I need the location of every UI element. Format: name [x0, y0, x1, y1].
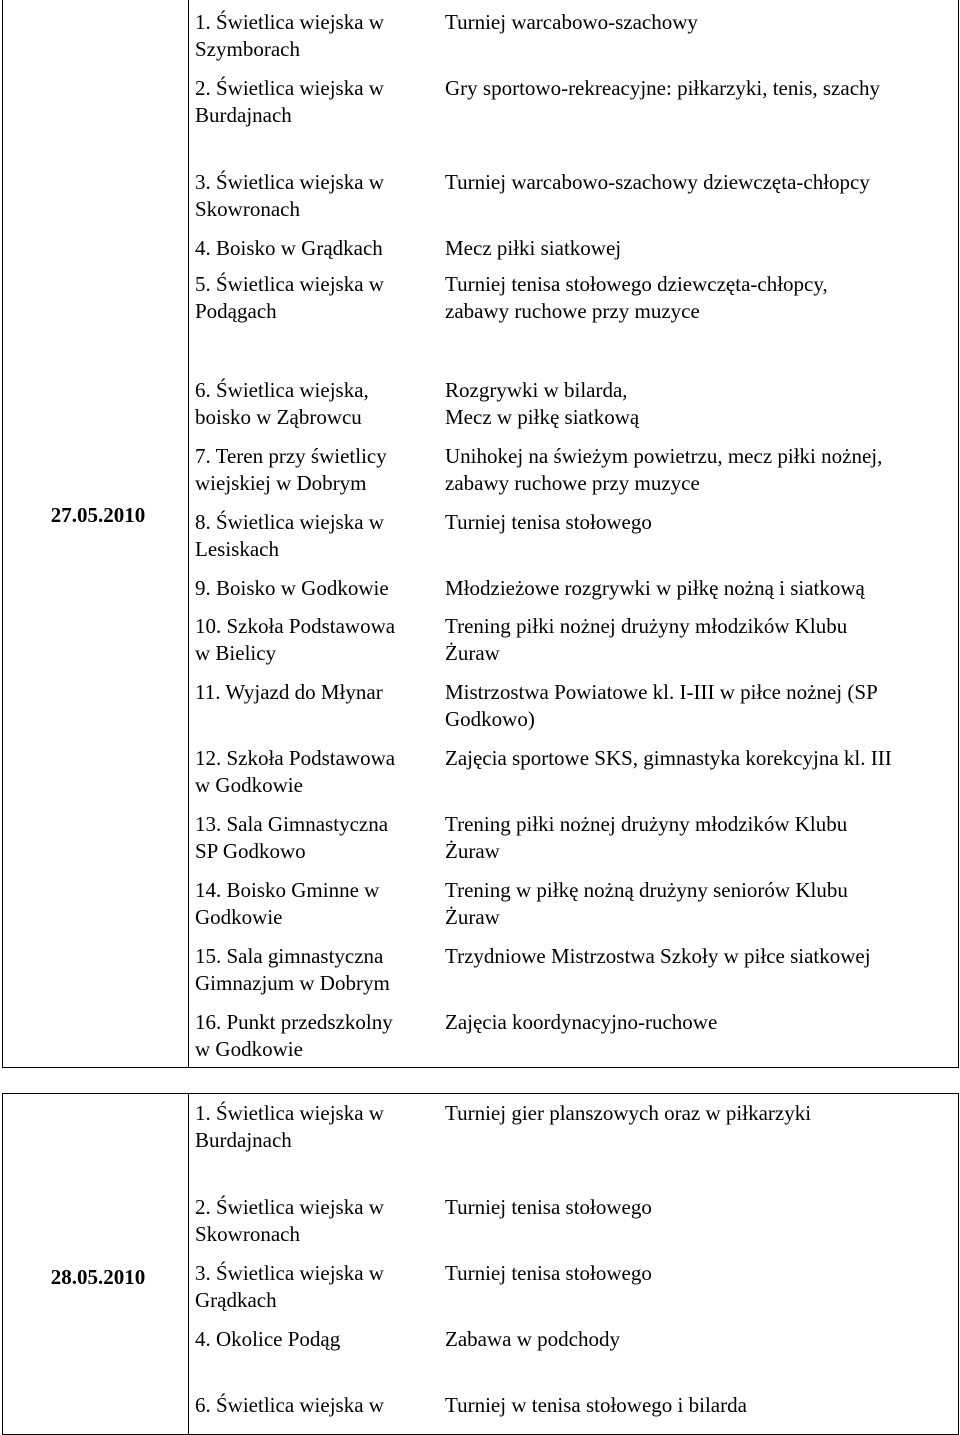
location-line: 9. Boisko w Godkowie	[195, 576, 389, 600]
activity-line: Żuraw	[445, 839, 500, 863]
location-line: 1. Świetlica wiejska w	[195, 1101, 384, 1125]
activity-line: Żuraw	[445, 905, 500, 929]
location-cell	[195, 1260, 384, 1314]
location-cell	[195, 9, 384, 63]
activity-line: Mecz piłki siatkowej	[445, 236, 622, 260]
location-line: Burdajnach	[195, 1128, 292, 1152]
activity-cell	[445, 575, 865, 602]
location-line: Skowronach	[195, 197, 300, 221]
location-line: 8. Świetlica wiejska w	[195, 510, 384, 534]
activity-cell	[445, 235, 621, 262]
activity-cell	[445, 679, 878, 733]
location-line: w Bielicy	[195, 641, 277, 665]
location-line: 1. Świetlica wiejska w	[195, 10, 384, 34]
location-cell	[195, 169, 384, 223]
location-line: 12. Szkoła Podstawowa	[195, 746, 396, 770]
activity-cell	[445, 1260, 652, 1287]
activity-cell	[445, 509, 652, 536]
activity-line: Zajęcia koordynacyjno-ruchowe	[445, 1010, 718, 1034]
location-line: 2. Świetlica wiejska w	[195, 1195, 384, 1219]
activity-cell	[445, 1392, 747, 1419]
activity-cell	[445, 377, 639, 431]
location-line: 13. Sala Gimnastyczna	[195, 812, 389, 836]
location-line: Lesiskach	[195, 537, 279, 561]
activity-cell	[445, 169, 870, 196]
location-cell	[195, 75, 384, 129]
location-cell	[195, 1100, 384, 1154]
location-cell	[195, 943, 390, 997]
activity-cell	[445, 943, 871, 970]
location-line: 4. Boisko w Grądkach	[195, 236, 383, 260]
activity-line: Gry sportowo-rekreacyjne: piłkarzyki, tenis, szachy	[445, 76, 881, 100]
location-line: 11. Wyjazd do Młynar	[195, 680, 383, 704]
location-line: 15. Sala gimnastyczna	[195, 944, 384, 968]
location-line: 3. Świetlica wiejska w	[195, 170, 384, 194]
location-cell	[195, 1392, 384, 1419]
activity-line: Zabawa w podchody	[445, 1327, 620, 1351]
schedule-block-27-05	[2, 0, 959, 1068]
activity-cell	[445, 877, 848, 931]
activity-cell	[445, 811, 847, 865]
location-cell	[195, 235, 383, 262]
location-line: 6. Świetlica wiejska w	[195, 1393, 384, 1417]
activity-line: Godkowo)	[445, 707, 535, 731]
activity-line: Mecz w piłkę siatkową	[445, 405, 640, 429]
activity-line: Mistrzostwa Powiatowe kl. I-III w piłce nożnej (SP	[445, 680, 878, 704]
activity-line: Młodzieżowe rozgrywki w piłkę nożną i siatkową	[445, 576, 865, 600]
activity-cell	[445, 1326, 620, 1353]
location-line: 7. Teren przy świetlicy	[195, 444, 387, 468]
activity-line: Turniej tenisa stołowego dziewczęta-chłopcy,	[445, 272, 828, 296]
activity-line: Żuraw	[445, 641, 500, 665]
activity-cell	[445, 1009, 717, 1036]
location-cell	[195, 1009, 393, 1063]
activity-line: Turniej tenisa stołowego	[445, 510, 652, 534]
activity-cell	[445, 745, 892, 772]
column-divider	[188, 0, 189, 1067]
location-line: 10. Szkoła Podstawowa	[195, 614, 396, 638]
schedule-block-28-05	[2, 1093, 959, 1435]
location-line: boisko w Ząbrowcu	[195, 405, 362, 429]
activity-line: Turniej tenisa stołowego	[445, 1261, 652, 1285]
location-line: 5. Świetlica wiejska w	[195, 272, 384, 296]
location-cell	[195, 509, 384, 563]
activity-cell	[445, 1194, 652, 1221]
location-line: SP Godkowo	[195, 839, 306, 863]
activity-line: Trening piłki nożnej drużyny młodzików Klubu	[445, 614, 848, 638]
location-line: Gimnazjum w Dobrym	[195, 971, 390, 995]
activity-line: Turniej gier planszowych oraz w piłkarzyki	[445, 1101, 812, 1125]
activity-cell	[445, 613, 847, 667]
location-line: Grądkach	[195, 1288, 277, 1312]
location-line: 3. Świetlica wiejska w	[195, 1261, 384, 1285]
location-cell	[195, 575, 389, 602]
location-cell	[195, 1194, 384, 1248]
location-line: 16. Punkt przedszkolny	[195, 1010, 393, 1034]
activity-line: Trening w piłkę nożną drużyny seniorów Klubu	[445, 878, 848, 902]
activity-cell	[445, 443, 882, 497]
activity-line: Turniej warcabowo-szachowy	[445, 10, 698, 34]
location-line: 2. Świetlica wiejska w	[195, 76, 384, 100]
location-cell	[195, 613, 395, 667]
activity-line: Zajęcia sportowe SKS, gimnastyka korekcyjna kl. III	[445, 746, 892, 770]
location-line: Podągach	[195, 299, 277, 323]
date-cell: 28.05.2010	[50, 1265, 146, 1289]
activity-cell	[445, 1100, 811, 1127]
location-line: 4. Okolice Podąg	[195, 1327, 341, 1351]
location-cell	[195, 443, 387, 497]
activity-line: Trening piłki nożnej drużyny młodzików Klubu	[445, 812, 848, 836]
activity-line: zabawy ruchowe przy muzyce	[445, 471, 700, 495]
location-cell	[195, 377, 369, 431]
location-line: Szymborach	[195, 37, 300, 61]
location-cell	[195, 271, 384, 325]
location-cell	[195, 745, 395, 799]
activity-line: Turniej warcabowo-szachowy dziewczęta-chłopcy	[445, 170, 870, 194]
activity-cell	[445, 75, 880, 102]
location-line: Skowronach	[195, 1222, 300, 1246]
activity-line: Rozgrywki w bilarda,	[445, 378, 628, 402]
activity-line: Turniej tenisa stołowego	[445, 1195, 652, 1219]
location-cell	[195, 811, 388, 865]
activity-line: Turniej w tenisa stołowego i bilarda	[445, 1393, 747, 1417]
location-cell	[195, 877, 379, 931]
location-cell	[195, 1326, 340, 1353]
activity-cell	[445, 271, 828, 325]
activity-line: Trzydniowe Mistrzostwa Szkoły w piłce siatkowej	[445, 944, 871, 968]
location-line: Godkowie	[195, 905, 283, 929]
column-divider	[188, 1094, 189, 1434]
date-cell: 27.05.2010	[50, 503, 146, 527]
location-line: 14. Boisko Gminne w	[195, 878, 380, 902]
location-line: wiejskiej w Dobrym	[195, 471, 367, 495]
location-line: 6. Świetlica wiejska,	[195, 378, 369, 402]
location-line: w Godkowie	[195, 773, 303, 797]
location-line: w Godkowie	[195, 1037, 303, 1061]
location-cell	[195, 679, 383, 706]
activity-line: zabawy ruchowe przy muzyce	[445, 299, 700, 323]
activity-cell	[445, 9, 698, 36]
location-line: Burdajnach	[195, 103, 292, 127]
activity-line: Unihokej na świeżym powietrzu, mecz piłki nożnej,	[445, 444, 883, 468]
